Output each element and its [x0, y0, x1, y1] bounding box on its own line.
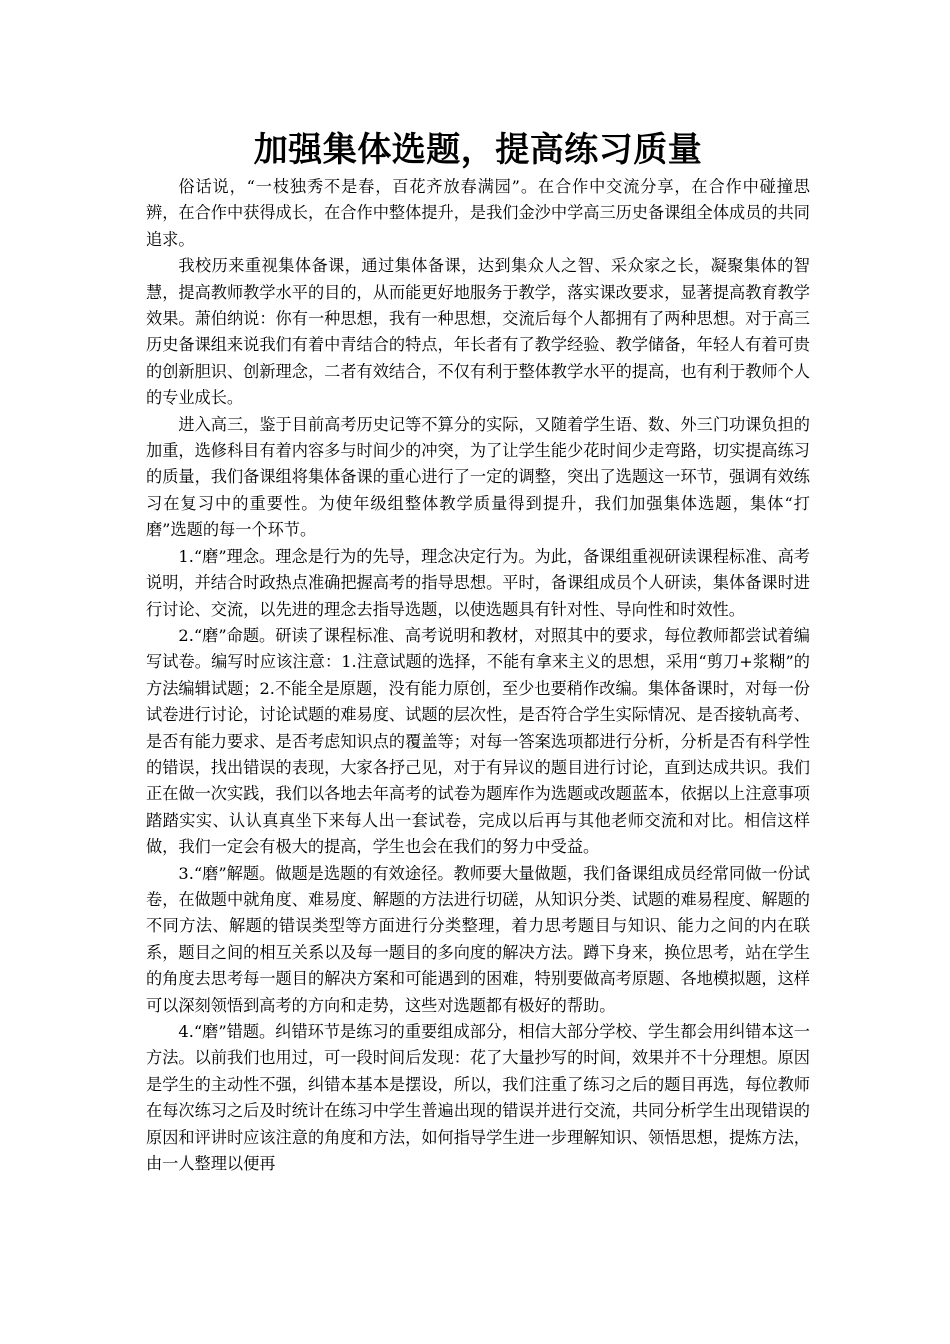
- paragraph-collective-prep: 我校历来重视集体备课，通过集体备课，达到集众人之智、采众家之长，凝聚集体的智慧，提高教师教学水平的目的，从而能更好地服务于教学，落实课改要求，显著提高教育教学效果。萧伯纳说：你有一种思想，我有一种思想，交流后每个人都拥有了两种思想。对于高三历史备课组来说我们有着中青结合的特点，年长者有了教学经验、教学储备，年轻人有着可贵的创新胆识、创新理念，二者有效结合，不仅有利于整体教学水平的提高，也有利于教师个人的专业成长。: [146, 256, 810, 408]
- paragraph-senior-year: 进入高三，鉴于目前高考历史记等不算分的实际，又随着学生语、数、外三门功课负担的加重，选修科目有着内容多与时间少的冲突，为了让学生能少花时间少走弯路，切实提高练习的质量，我们备课组将集体备课的重心进行了一定的调整，突出了选题这一环节，强调有效练习在复习中的重要性。为使年级组整体教学质量得到提升，我们加强集体选题，集体“打磨”选题的每一个环节。: [146, 414, 810, 540]
- paragraph-item-errors: 4.“磨”错题。纠错环节是练习的重要组成部分，相信大部分学校、学生都会用纠错本这一方法。以前我们也用过，可一段时间后发现：花了大量抄写的时间，效果并不十分理想。原因是学生的主动性不强，纠错本基本是摆设，所以，我们注重了练习之后的题目再选，每位教师在每次练习之后及时统计在练习中学生普遍出现的错误并进行交流，共同分析学生出现错误的原因和评讲时应该注意的角度和方法，如何指导学生进一步理解知识、领悟思想，提炼方法，由一人整理以便再: [146, 1022, 810, 1174]
- paragraph-item-solving: 3.“磨”解题。做题是选题的有效途径。教师要大量做题，我们备课组成员经常同做一份试卷，在做题中就角度、难易度、解题的方法进行切磋，从知识分类、试题的难易程度、解题的不同方法、解题的错误类型等方面进行分类整理，着力思考题目与知识、能力之间的内在联系，题目之间的相互关系以及每一题目的多向度的解决方法。蹲下身来，换位思考，站在学生的角度去思考每一题目的解决方案和可能遇到的困难，特别要做高考原题、各地模拟题，这样可以深刻领悟到高考的方向和走势，这些对选题都有极好的帮助。: [146, 863, 810, 1015]
- paragraph-intro: 俗话说，“一枝独秀不是春，百花齐放春满园”。在合作中交流分享，在合作中碰撞思辨，在合作中获得成长，在合作中整体提升，是我们金沙中学高三历史备课组全体成员的共同追求。: [146, 177, 810, 249]
- paragraph-item-concept: 1.“磨”理念。理念是行为的先导，理念决定行为。为此，备课组重视研读课程标准、高考说明，并结合时政热点准确把握高考的指导思想。平时，备课组成员个人研读，集体备课时进行讨论、交流，以先进的理念去指导选题，以使选题具有针对性、导向性和时效性。: [146, 546, 810, 619]
- document-title: 加强集体选题，提高练习质量: [253, 130, 703, 170]
- paragraph-item-proposition: 2.“磨”命题。研读了课程标准、高考说明和教材，对照其中的要求，每位教师都尝试着编写试卷。编写时应该注意：1.注意试题的选择，不能有拿来主义的思想，采用“剪刀+浆糊”的方法编辑试题；2.不能全是原题，没有能力原创，至少也要稍作改编。集体备课时，对每一份试卷进行讨论，讨论试题的难易度、试题的层次性，是否符合学生实际情况、是否接轨高考、是否有能力要求、是否考虑知识点的覆盖等；对每一答案选项都进行分析，分析是否有科学性的错误，找出错误的表现，大家各抒己见，对于有异议的题目进行讨论，直到达成共识。我们正在做一次实践，我们以各地去年高考的试卷为题库作为选题或改题蓝本，依据以上注意事项踏踏实实、认认真真坐下来每人出一套试卷，完成以后再与其他老师交流和对比。相信这样做，我们一定会有极大的提高，学生也会在我们的努力中受益。: [146, 625, 810, 857]
- document-page: [146, 128, 810, 1177]
